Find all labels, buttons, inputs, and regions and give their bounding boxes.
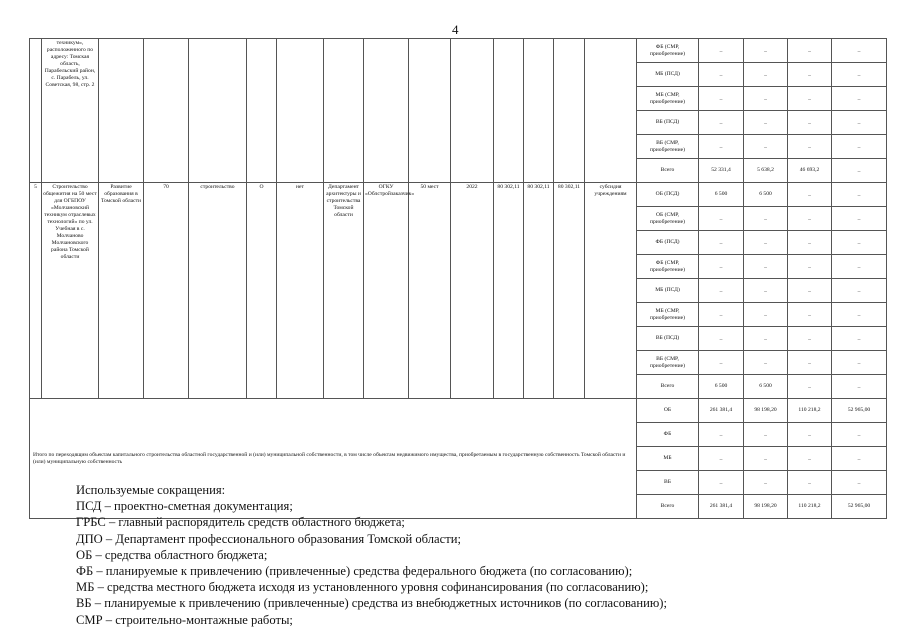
capacity: 50 мест	[409, 183, 451, 399]
cost-cell: 80 302,11	[554, 183, 585, 399]
amount-cell: _	[788, 231, 832, 255]
source-label: ФБ (ПСД)	[637, 231, 699, 255]
objects-table	[29, 38, 887, 519]
year: 2022	[451, 183, 494, 399]
source-label: ОБ	[637, 399, 699, 423]
source-label: ФБ (СМР, приобретение)	[637, 255, 699, 279]
amount-cell: _	[788, 351, 832, 375]
abbr-line: ВБ – планируемые к привлечению (привлеченные) средства из внебюджетных источников (по согласованию);	[76, 596, 667, 611]
abbreviations-list	[76, 482, 667, 628]
table-row	[30, 399, 887, 423]
amount-cell: _	[788, 303, 832, 327]
value-cell: О	[247, 183, 277, 399]
amount-cell: _	[699, 135, 744, 159]
amount-cell: _	[699, 303, 744, 327]
value-cell: нет	[277, 183, 324, 399]
amount-cell: _	[788, 375, 832, 399]
amount-cell: _	[744, 87, 788, 111]
amount-cell: 98 198,20	[744, 495, 788, 519]
source-label: ВБ (СМР, приобретение)	[637, 135, 699, 159]
amount-cell: _	[788, 63, 832, 87]
row-number: 5	[30, 183, 42, 399]
amount-cell: _	[744, 447, 788, 471]
amount-cell: 6 500	[744, 183, 788, 207]
empty-cell	[524, 39, 554, 183]
amount-cell: _	[699, 471, 744, 495]
source-label: МБ (СМР, приобретение)	[637, 303, 699, 327]
amount-cell: _	[788, 207, 832, 231]
amount-cell: _	[788, 327, 832, 351]
amount-cell: _	[699, 327, 744, 351]
value-cell: 70	[144, 183, 189, 399]
amount-cell: _	[832, 135, 887, 159]
abbr-line: ПСД – проектно-сметная документация;	[76, 499, 293, 514]
amount-cell: _	[832, 207, 887, 231]
amount-cell: 261 381,4	[699, 495, 744, 519]
amount-cell: _	[744, 327, 788, 351]
table-body	[30, 39, 887, 519]
source-label: ОБ (СМР, приобретение)	[637, 207, 699, 231]
amount-cell: _	[788, 135, 832, 159]
source-label: ОБ (ПСД)	[637, 183, 699, 207]
amount-cell: _	[788, 87, 832, 111]
abbr-line: ОБ – средства областного бюджета;	[76, 547, 268, 562]
page-number: 4	[452, 22, 459, 37]
empty-cell	[247, 39, 277, 183]
amount-cell: _	[699, 111, 744, 135]
empty-cell	[99, 39, 144, 183]
grbs-name: Департамент архитектуры и строительства Томской области	[324, 183, 364, 399]
amount-cell: 6 500	[699, 375, 744, 399]
amount-cell: _	[788, 279, 832, 303]
empty-cell	[277, 39, 324, 183]
amount-cell: _	[699, 279, 744, 303]
amount-cell: _	[832, 471, 887, 495]
amount-cell: _	[832, 303, 887, 327]
empty-cell	[585, 39, 637, 183]
amount-cell: 6 500	[744, 375, 788, 399]
amount-cell: 5 638,2	[744, 159, 788, 183]
amount-cell: _	[744, 39, 788, 63]
amount-cell: _	[744, 303, 788, 327]
source-label: МБ (ПСД)	[637, 279, 699, 303]
source-label: ВБ	[637, 471, 699, 495]
amount-cell: 98 198,20	[744, 399, 788, 423]
amount-cell: _	[832, 183, 887, 207]
amount-cell: _	[788, 39, 832, 63]
amount-cell: _	[832, 63, 887, 87]
abbr-line: Используемые сокращения:	[76, 483, 226, 497]
abbr-line: СМР – строительно-монтажные работы;	[76, 612, 293, 627]
source-label: ВБ (ПСД)	[637, 327, 699, 351]
amount-cell: _	[788, 255, 832, 279]
amount-cell: 52 965,00	[832, 495, 887, 519]
empty-cell	[494, 39, 524, 183]
amount-cell: _	[832, 255, 887, 279]
source-label: ВБ (СМР, приобретение)	[637, 351, 699, 375]
amount-cell: _	[832, 375, 887, 399]
source-label: Всего	[637, 375, 699, 399]
amount-cell: _	[832, 39, 887, 63]
amount-cell: 52 331,4	[699, 159, 744, 183]
amount-cell: _	[699, 231, 744, 255]
amount-cell: _	[832, 111, 887, 135]
amount-cell: _	[744, 135, 788, 159]
amount-cell: _	[744, 111, 788, 135]
source-label: ВБ (ПСД)	[637, 111, 699, 135]
amount-cell: _	[744, 207, 788, 231]
amount-cell: _	[832, 351, 887, 375]
object-name: техникум», расположенного по адресу: Томская область, Парабельский район, с. Парабель, ул. Советская, 98, стр. 2	[42, 39, 99, 183]
amount-cell: 110 218,2	[788, 399, 832, 423]
amount-cell: _	[832, 159, 887, 183]
amount-cell: _	[788, 423, 832, 447]
amount-cell: 46 693,2	[788, 159, 832, 183]
empty-cell	[144, 39, 189, 183]
total-label: Итого по переходящим объектам капитального строительства областной государственной и (или) муниципальной собственности, в том числе объектам недвижимого имущества, приобретаемым в государственную собственность Томской области и (или) муниципальную собственность	[30, 399, 637, 519]
program-name: Развитие образования в Томской области	[99, 183, 144, 399]
amount-cell: _	[699, 63, 744, 87]
source-label: МБ (ПСД)	[637, 63, 699, 87]
amount-cell: 110 218,2	[788, 495, 832, 519]
amount-cell: _	[699, 39, 744, 63]
source-label: Всего	[637, 495, 699, 519]
empty-cell	[364, 39, 409, 183]
table-row	[30, 39, 887, 63]
source-label: ФБ (СМР, приобретение)	[637, 39, 699, 63]
amount-cell: 261 381,4	[699, 399, 744, 423]
source-label: ФБ	[637, 423, 699, 447]
amount-cell: _	[788, 471, 832, 495]
amount-cell: _	[832, 447, 887, 471]
work-type: строительство	[189, 183, 247, 399]
amount-cell: _	[744, 279, 788, 303]
empty-cell	[189, 39, 247, 183]
abbr-line: ФБ – планируемые к привлечению (привлеченные) средства федерального бюджета (по согласованию);	[76, 564, 633, 579]
amount-cell: _	[699, 423, 744, 447]
abbr-line: МБ – средства местного бюджета исходя из установленного уровня софинансирования (по согласованию);	[76, 580, 649, 595]
abbr-line: ДПО – Департамент профессионального образования Томской области;	[76, 531, 461, 546]
amount-cell: _	[744, 471, 788, 495]
amount-cell: 6 500	[699, 183, 744, 207]
object-name: Строительство общежития на 50 мест для ОГБПОУ «Молчановский техникум отраслевых технологий» по ул. Учебная в с. Молчаново Молчановского района Томской области	[42, 183, 99, 399]
amount-cell: _	[788, 111, 832, 135]
amount-cell: _	[832, 231, 887, 255]
amount-cell: _	[788, 447, 832, 471]
amount-cell: _	[699, 447, 744, 471]
amount-cell: _	[744, 423, 788, 447]
abbr-line: ГРБС – главный распорядитель средств областного бюджета;	[76, 515, 405, 530]
amount-cell: _	[832, 327, 887, 351]
amount-cell: _	[744, 63, 788, 87]
amount-cell: _	[832, 423, 887, 447]
empty-cell	[324, 39, 364, 183]
amount-cell: _	[699, 351, 744, 375]
amount-cell: _	[699, 255, 744, 279]
empty-cell	[554, 39, 585, 183]
empty-cell	[409, 39, 451, 183]
amount-cell: _	[788, 183, 832, 207]
amount-cell: _	[744, 255, 788, 279]
amount-cell: 52 965,00	[832, 399, 887, 423]
customer-name: ОГКУ «Облстройзаказчик»	[364, 183, 409, 399]
amount-cell: _	[744, 351, 788, 375]
source-label: МБ	[637, 447, 699, 471]
empty-cell	[451, 39, 494, 183]
source-label: Всего	[637, 159, 699, 183]
amount-cell: _	[832, 87, 887, 111]
amount-cell: _	[832, 279, 887, 303]
amount-cell: _	[699, 207, 744, 231]
funding-form: субсидия учреждениям	[585, 183, 637, 399]
amount-cell: _	[699, 87, 744, 111]
cost-cell: 80 302,11	[524, 183, 554, 399]
table-row	[30, 183, 887, 207]
row-number	[30, 39, 42, 183]
cost-cell: 80 302,11	[494, 183, 524, 399]
source-label: МБ (СМР, приобретение)	[637, 87, 699, 111]
amount-cell: _	[744, 231, 788, 255]
